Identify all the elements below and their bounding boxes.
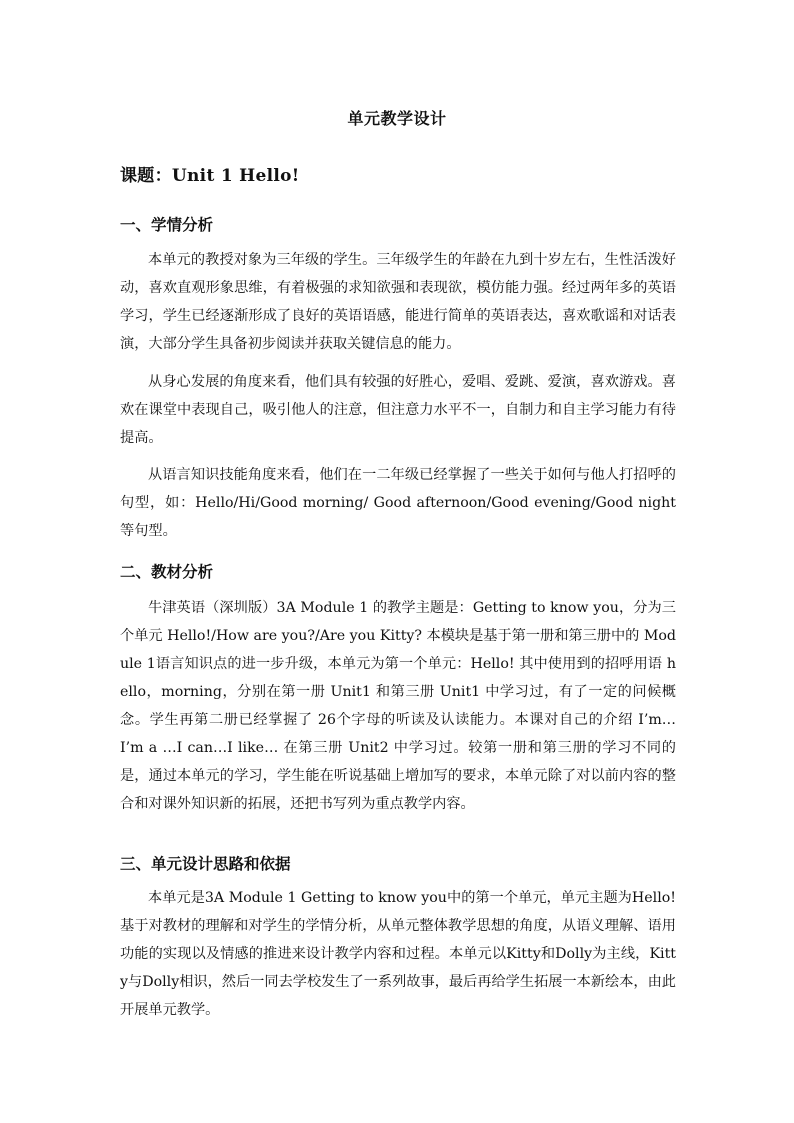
paragraph-learner-psychology: 从身心发展的角度来看，他们具有较强的好胜心，爱唱、爱跳、爱演，喜欢游戏。喜欢在课堂中表现自己，吸引他人的注意，但注意力水平不一，自制力和自主学习能力有待提高。: [120, 374, 676, 446]
section-heading-learner-analysis: 一、学情分析: [120, 215, 214, 234]
document-title: 单元教学设计: [347, 109, 447, 128]
paragraph-learner-age: 本单元的教授对象为三年级的学生。三年级学生的年龄在九到十岁左右，生性活泼好动，喜欢直观形象思维，有着极强的求知欲强和表现欲，模仿能力强。经过两年多的英语学习，学生已经逐渐形成了良好的英语语感，能进行简单的英语表达，喜欢歌谣和对话表演，大部分学生具备初步阅读并获取关键信息的能力。: [120, 252, 676, 352]
section-heading-design-rationale: 三、单元设计思路和依据: [120, 854, 291, 873]
course-title: 课题：Unit 1 Hello!: [120, 166, 300, 186]
paragraph-learner-language: 从语言知识技能角度来看，他们在一二年级已经掌握了一些关于如何与他人打招呼的句型，如：Hello/Hi/Good morning/ Good afternoon/Good evening/Good night 等句型。: [120, 467, 676, 539]
section-heading-textbook-analysis: 二、教材分析: [120, 562, 214, 581]
paragraph-design: 本单元是3A Module 1 Getting to know you中的第一个单元，单元主题为Hello! 基于对教材的理解和对学生的学情分析，从单元整体教学思想的角度，从语义理解、语用功能的实现以及情感的推进来设计教学内容和过程。本单元以Kitty和Dolly为主线，Kitty与Dolly相识，然后一同去学校发生了一系列故事，最后再给学生拓展一本新绘本，由此开展单元教学。: [120, 890, 676, 1018]
paragraph-textbook: 牛津英语（深圳版）3A Module 1 的教学主题是：Getting to know you，分为三个单元 Hello!/How are you?/Are you Kitty? 本模块是基于第一册和第三册中的 Module 1语言知识点的进一步升级，本单元为第一个单元：Hello! 其中使用到的招呼用语 hello，morning，分别在第一册 Unit1 和第三册 Unit1 中学习过，有了一定的问候概念。学生再第二册已经掌握了 26个字母的听读及认读能力。本课对自己的介绍 I’m… I’m a …I can…I like… 在第三册 Unit2 中学习过。较第一册和第三册的学习不同的是，通过本单元的学习，学生能在听说基础上增加写的要求，本单元除了对以前内容的整合和对课外知识新的拓展，还把书写列为重点教学内容。: [120, 600, 677, 812]
